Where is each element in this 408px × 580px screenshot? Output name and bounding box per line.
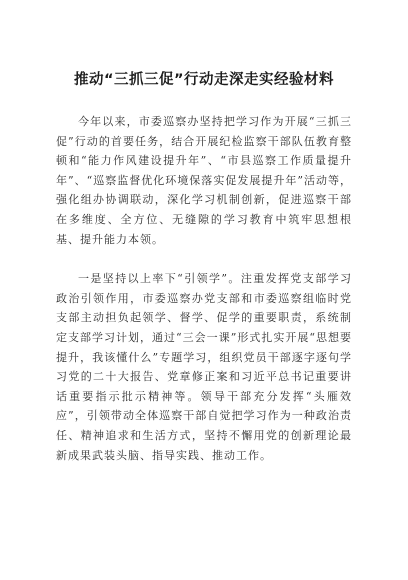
paragraph-intro: 今年以来，市委巡察办坚持把学习作为开展“三抓三促”行动的首要任务，结合开展纪检监察干部队伍教育整顿和“能力作风建设提升年”、“市县巡察工作质量提升年”、“巡察监督优化环境保落实促发展提升年”活动等，强化组办协调联动，深化学习机制创新，促进巡察干部在多维度、全方位、无缝隙的学习教育中筑牢思想根基、提升能力本领。 xyxy=(56,115,352,246)
document-title: 推动“三抓三促”行动走深走实经验材料 xyxy=(73,72,335,88)
paragraph-point-one: 一是坚持以上率下“引领学”。注重发挥党支部学习政治引领作用，市委巡察办党支部和市委巡察组临时党支部主动担负起领学、督学、促学的重要职责，系统制定支部学习计划，通过“三会一课”形式扎实开展“思想要提升，我该懂什么”专题学习，组织党员干部逐字逐句学习党的二十大报告、党章修正案和习近平总书记重要讲话重要指示批示精神等。领导干部充分发挥“头雁效应”，引领带动全体巡察干部自觉把学习作为一种政治责任、精神追求和生活方式，坚持不懈用党的创新理论最新成果武装头脑、指导实践、推动工作。 xyxy=(56,272,352,462)
